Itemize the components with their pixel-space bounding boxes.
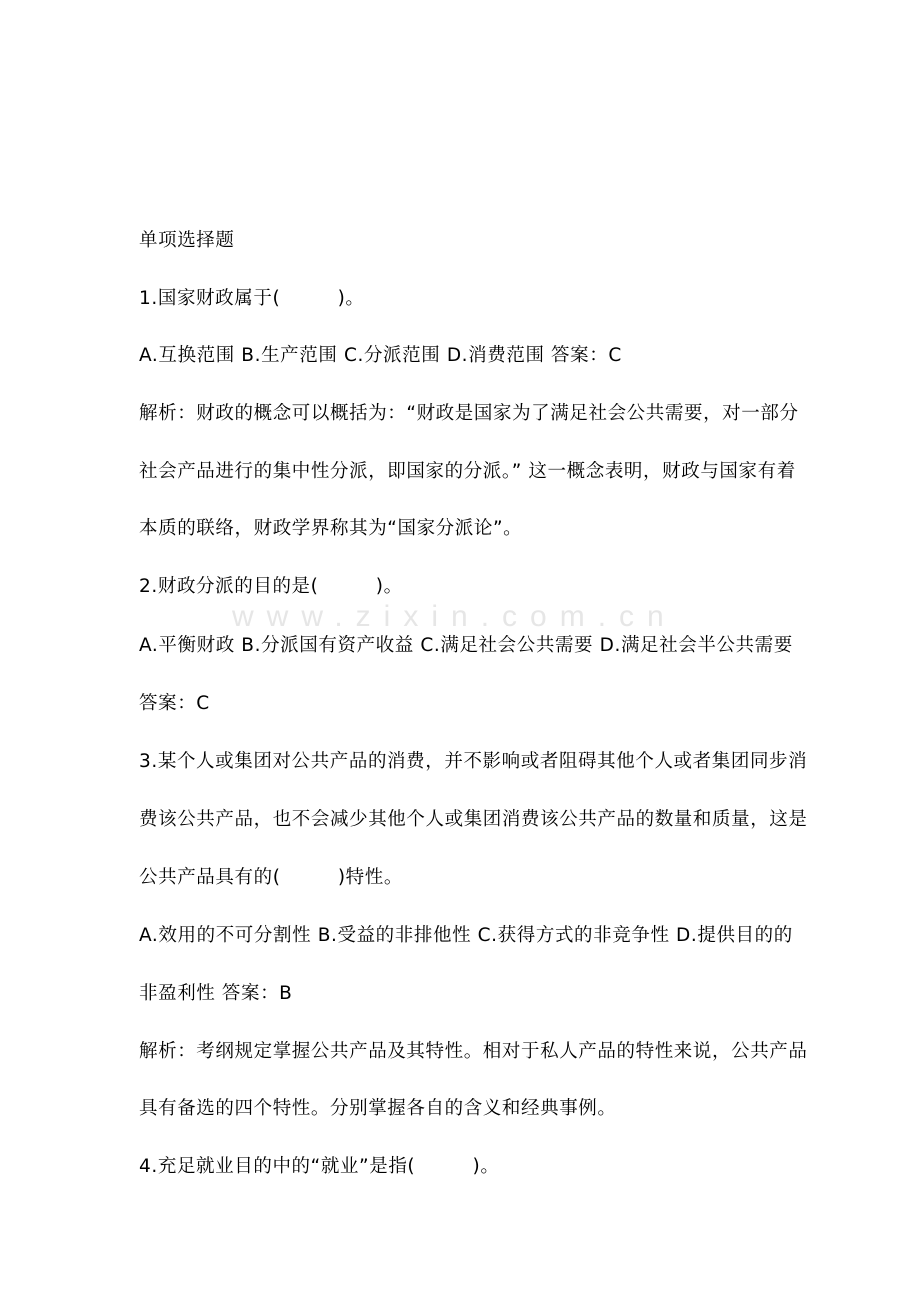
question-3-options: 非盈利性 答案：B <box>139 983 293 1004</box>
question-1-options: A.互换范围 B.生产范围 C.分派范围 D.消费范围 答案：C <box>139 345 622 366</box>
question-3-options: A.效用的不可分割性 B.受益的非排他性 C.获得方式的非竞争性 D.提供目的的 <box>139 925 793 946</box>
question-3-analysis: 具有备选的四个特性。分别掌握各自的含义和经典事例。 <box>139 1098 617 1119</box>
question-2-answer: 答案：C <box>139 693 210 714</box>
question-2: 2.财政分派的目的是( )。 <box>139 576 403 597</box>
question-3-analysis: 解析：考纲规定掌握公共产品及其特性。相对于私人产品的特性来说，公共产品 <box>139 1041 808 1062</box>
question-3: 3.某个人或集团对公共产品的消费，并不影响或者阻碍其他个人或者集团同步消 <box>139 751 808 772</box>
question-1-analysis: 本质的联络，财政学界称其为“国家分派论”。 <box>139 518 523 539</box>
section-heading: 单项选择题 <box>139 230 235 251</box>
question-1-analysis: 解析：财政的概念可以概括为：“财政是国家为了满足社会公共需要，对一部分 <box>139 403 799 424</box>
question-1: 1.国家财政属于( )。 <box>139 288 365 309</box>
question-2-options: A.平衡财政 B.分派国有资产收益 C.满足社会公共需要 D.满足社会半公共需要 <box>139 635 793 656</box>
question-4: 4.充足就业目的中的“就业”是指( )。 <box>139 1156 500 1177</box>
question-3: 费该公共产品，也不会减少其他个人或集团消费该公共产品的数量和质量，这是 <box>139 809 808 830</box>
question-3: 公共产品具有的( )特性。 <box>139 867 403 888</box>
question-1-analysis: 社会产品进行的集中性分派，即国家的分派。” 这一概念表明，财政与国家有着 <box>139 461 796 482</box>
watermark: www.zixin.com.cn <box>232 601 677 633</box>
